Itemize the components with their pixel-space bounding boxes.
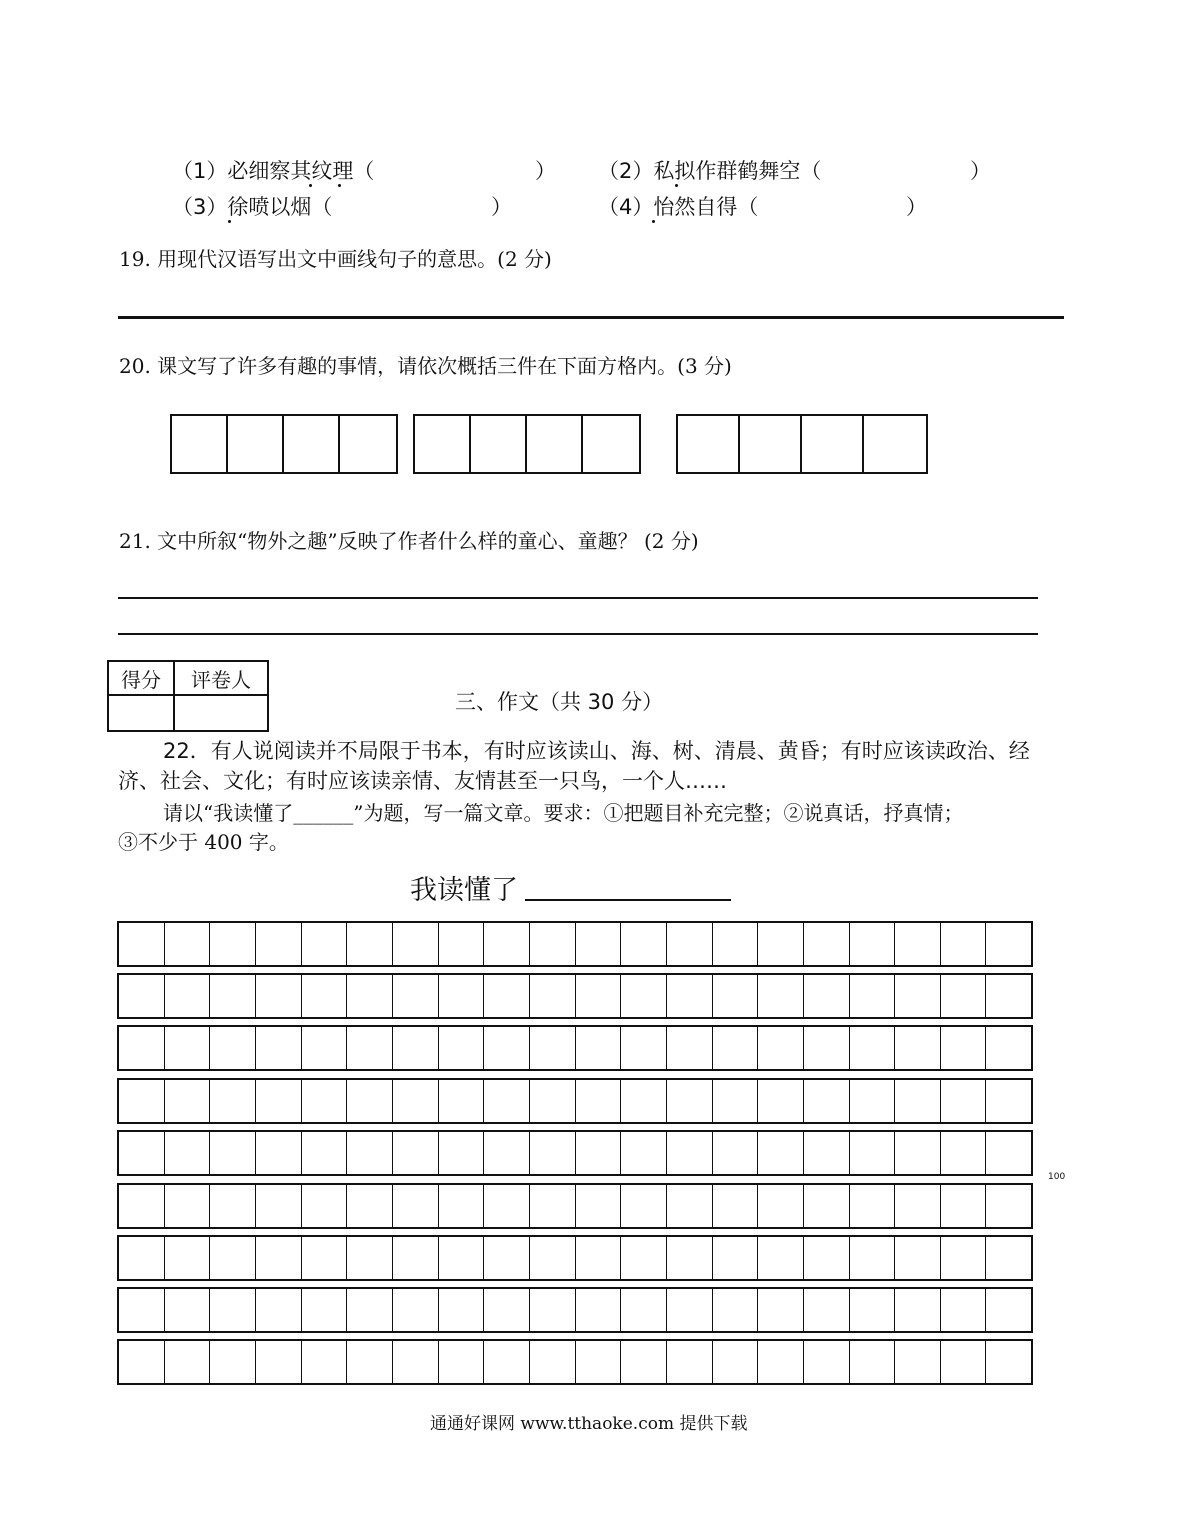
essay-grid-cell[interactable] xyxy=(941,975,987,1017)
q22-line-3: 请以“我读懂了______”为题，写一篇文章。要求：①把题目补充完整；②说真话，抒真情； xyxy=(163,801,964,825)
essay-grid-cell[interactable] xyxy=(667,1341,713,1383)
grid-count-label: 100 xyxy=(1048,1172,1066,1182)
essay-grid-cell[interactable] xyxy=(210,1237,256,1279)
q22-line-4: ③不少于 400 字。 xyxy=(118,830,289,854)
essay-grid-cell[interactable] xyxy=(210,1080,256,1122)
essay-grid-cell[interactable] xyxy=(895,975,941,1017)
essay-grid-cell[interactable] xyxy=(850,1027,896,1069)
essay-grid-cell[interactable] xyxy=(256,1185,302,1227)
essay-grid-cell[interactable] xyxy=(393,1237,439,1279)
essay-grid-cell[interactable] xyxy=(713,1185,759,1227)
essay-grid-cell[interactable] xyxy=(119,1027,165,1069)
essay-grid-cell[interactable] xyxy=(210,1341,256,1383)
essay-grid-cell[interactable] xyxy=(484,1027,530,1069)
essay-grid-cell[interactable] xyxy=(713,1237,759,1279)
score-table xyxy=(107,660,269,732)
essay-grid-cell[interactable] xyxy=(210,1289,256,1331)
essay-grid-cell[interactable] xyxy=(667,1080,713,1122)
essay-grid-cell[interactable] xyxy=(484,1080,530,1122)
essay-grid-cell[interactable] xyxy=(576,1027,622,1069)
essay-grid-cell[interactable] xyxy=(484,923,530,965)
essay-grid-cell[interactable] xyxy=(941,1080,987,1122)
q18-item-4 xyxy=(598,191,758,221)
emphasis-dot xyxy=(652,220,655,223)
essay-grid-cell[interactable] xyxy=(347,1027,393,1069)
essay-grid-cell[interactable] xyxy=(576,1132,622,1174)
q21-answer-line-1[interactable] xyxy=(118,597,1038,599)
essay-grid-cell[interactable] xyxy=(256,1132,302,1174)
essay-grid-cell[interactable] xyxy=(256,1289,302,1331)
essay-grid-cell[interactable] xyxy=(576,1080,622,1122)
essay-grid-cell[interactable] xyxy=(530,1341,576,1383)
essay-grid-cell[interactable] xyxy=(941,923,987,965)
essay-grid-cell[interactable] xyxy=(439,1080,485,1122)
essay-grid-cell[interactable] xyxy=(850,1237,896,1279)
essay-grid-cell[interactable] xyxy=(804,923,850,965)
essay-grid-cell[interactable] xyxy=(986,1185,1031,1227)
emphasis-dot xyxy=(675,184,678,187)
emphasis-dot xyxy=(338,184,341,187)
essay-grid-cell[interactable] xyxy=(347,1080,393,1122)
essay-grid-cell[interactable] xyxy=(576,975,622,1017)
essay-grid-cell[interactable] xyxy=(347,923,393,965)
q18-item-3-close: ） xyxy=(491,195,512,219)
essay-grid-cell[interactable] xyxy=(439,1341,485,1383)
essay-grid-cell[interactable] xyxy=(713,1289,759,1331)
essay-grid-cell[interactable] xyxy=(758,975,804,1017)
essay-grid-cell[interactable] xyxy=(667,1185,713,1227)
essay-grid-cell[interactable] xyxy=(713,1080,759,1122)
essay-grid-cell[interactable] xyxy=(850,1341,896,1383)
essay-grid-cell[interactable] xyxy=(302,1185,348,1227)
essay-grid-cell[interactable] xyxy=(256,975,302,1017)
essay-grid-cell[interactable] xyxy=(941,1289,987,1331)
essay-grid-cell[interactable] xyxy=(347,1132,393,1174)
essay-grid-cell[interactable] xyxy=(119,1080,165,1122)
essay-grid-cell[interactable] xyxy=(530,975,576,1017)
essay-grid-cell[interactable] xyxy=(347,975,393,1017)
essay-grid-cell[interactable] xyxy=(621,1185,667,1227)
essay-grid-row[interactable] xyxy=(117,973,1033,1019)
score-header: 得分 xyxy=(108,661,174,695)
essay-grid-cell[interactable] xyxy=(850,1289,896,1331)
essay-grid-cell[interactable] xyxy=(850,975,896,1017)
q18-item-3 xyxy=(172,191,332,221)
essay-grid-cell[interactable] xyxy=(850,1132,896,1174)
essay-grid-cell[interactable] xyxy=(256,1237,302,1279)
q21-question: 21. 文中所叙“物外之趣”反映了作者什么样的童心、童趣？ (2 分) xyxy=(119,529,699,553)
essay-grid-cell[interactable] xyxy=(439,975,485,1017)
essay-grid-row[interactable] xyxy=(117,1339,1033,1385)
essay-grid-cell[interactable] xyxy=(165,1132,211,1174)
essay-grid-cell[interactable] xyxy=(804,1289,850,1331)
essay-grid-cell[interactable] xyxy=(713,1027,759,1069)
essay-grid-row[interactable] xyxy=(117,1025,1033,1071)
essay-grid-cell[interactable] xyxy=(393,1027,439,1069)
essay-grid-row[interactable] xyxy=(117,1130,1033,1176)
essay-grid-cell[interactable] xyxy=(439,1132,485,1174)
essay-grid-cell[interactable] xyxy=(850,1185,896,1227)
essay-grid-cell[interactable] xyxy=(667,1289,713,1331)
essay-grid-cell[interactable] xyxy=(895,923,941,965)
essay-grid-cell[interactable] xyxy=(256,1027,302,1069)
essay-grid-cell[interactable] xyxy=(576,1289,622,1331)
essay-grid-cell[interactable] xyxy=(986,975,1031,1017)
essay-grid-cell[interactable] xyxy=(667,923,713,965)
essay-grid-cell[interactable] xyxy=(393,1185,439,1227)
grader-cell[interactable] xyxy=(174,695,268,731)
q18-item-3-label: （3）徐喷以烟（ xyxy=(172,195,333,219)
essay-grid-cell[interactable] xyxy=(210,1132,256,1174)
essay-grid-cell[interactable] xyxy=(667,975,713,1017)
q18-item-1 xyxy=(172,155,374,185)
essay-grid-cell[interactable] xyxy=(484,1237,530,1279)
essay-grid-row[interactable] xyxy=(117,1235,1033,1281)
essay-grid-cell[interactable] xyxy=(986,1080,1031,1122)
essay-grid-cell[interactable] xyxy=(941,1341,987,1383)
essay-grid-cell[interactable] xyxy=(119,1289,165,1331)
essay-grid-cell[interactable] xyxy=(713,923,759,965)
q18-item-2-label: （2）私拟作群鹤舞空（ xyxy=(598,159,822,183)
essay-grid-cell[interactable] xyxy=(758,1237,804,1279)
essay-grid-cell[interactable] xyxy=(530,1080,576,1122)
essay-grid-cell[interactable] xyxy=(804,1027,850,1069)
essay-grid-cell[interactable] xyxy=(621,975,667,1017)
essay-grid-cell[interactable] xyxy=(165,1185,211,1227)
emphasis-dot xyxy=(228,220,231,223)
essay-grid-cell[interactable] xyxy=(256,1341,302,1383)
essay-grid-cell[interactable] xyxy=(986,1132,1031,1174)
essay-grid-cell[interactable] xyxy=(941,1185,987,1227)
q18-item-4-label: （4）怡然自得（ xyxy=(598,195,759,219)
essay-grid-cell[interactable] xyxy=(256,923,302,965)
essay-grid-row[interactable] xyxy=(117,921,1033,967)
essay-grid-cell[interactable] xyxy=(119,1132,165,1174)
essay-grid-cell[interactable] xyxy=(439,1237,485,1279)
essay-grid-cell[interactable] xyxy=(439,1289,485,1331)
essay-grid-cell[interactable] xyxy=(165,975,211,1017)
q20-question: 20. 课文写了许多有趣的事情，请依次概括三件在下面方格内。(3 分) xyxy=(119,354,732,378)
essay-grid-cell[interactable] xyxy=(895,1132,941,1174)
essay-grid-cell[interactable] xyxy=(393,1341,439,1383)
essay-grid-cell[interactable] xyxy=(393,1289,439,1331)
q19-question: 19. 用现代汉语写出文中画线句子的意思。(2 分) xyxy=(119,247,552,271)
essay-grid-cell[interactable] xyxy=(165,1289,211,1331)
essay-grid-cell[interactable] xyxy=(804,1080,850,1122)
q18-item-1-label: （1）必细察其纹理（ xyxy=(172,159,375,183)
essay-grid-cell[interactable] xyxy=(484,1289,530,1331)
essay-grid-cell[interactable] xyxy=(713,1341,759,1383)
essay-grid-cell[interactable] xyxy=(895,1027,941,1069)
essay-grid-cell[interactable] xyxy=(210,923,256,965)
q18-item-2 xyxy=(598,155,821,185)
q18-item-2-close: ） xyxy=(970,159,991,183)
essay-grid-cell[interactable] xyxy=(986,1341,1031,1383)
essay-title: 我读懂了 xyxy=(410,875,518,906)
essay-grid-cell[interactable] xyxy=(713,975,759,1017)
essay-grid-cell[interactable] xyxy=(850,923,896,965)
essay-grid-cell[interactable] xyxy=(530,1027,576,1069)
essay-grid-cell[interactable] xyxy=(804,975,850,1017)
q19-answer-line[interactable] xyxy=(118,316,1064,319)
essay-grid-cell[interactable] xyxy=(804,1237,850,1279)
essay-grid-cell[interactable] xyxy=(895,1289,941,1331)
footer-credit: 通通好课网 www.tthaoke.com 提供下载 xyxy=(430,1414,748,1434)
essay-grid-cell[interactable] xyxy=(484,1132,530,1174)
essay-grid-cell[interactable] xyxy=(530,1237,576,1279)
essay-title-blank[interactable] xyxy=(525,899,731,901)
essay-grid-cell[interactable] xyxy=(621,1341,667,1383)
essay-grid-cell[interactable] xyxy=(986,1237,1031,1279)
essay-grid-cell[interactable] xyxy=(119,1341,165,1383)
grader-header: 评卷人 xyxy=(174,661,268,695)
essay-grid-cell[interactable] xyxy=(302,1237,348,1279)
essay-grid-cell[interactable] xyxy=(758,1132,804,1174)
q22-line-2: 济、社会、文化；有时应该读亲情、友情甚至一只鸟，一个人…… xyxy=(118,769,727,793)
q20-answer-boxes-1[interactable] xyxy=(170,414,398,474)
essay-grid-cell[interactable] xyxy=(621,1237,667,1279)
essay-grid-row[interactable] xyxy=(117,1287,1033,1333)
essay-grid-cell[interactable] xyxy=(941,1237,987,1279)
essay-grid-cell[interactable] xyxy=(302,975,348,1017)
essay-grid-cell[interactable] xyxy=(210,975,256,1017)
essay-grid-cell[interactable] xyxy=(119,923,165,965)
essay-grid-cell[interactable] xyxy=(667,1237,713,1279)
essay-grid-cell[interactable] xyxy=(439,1185,485,1227)
essay-grid-cell[interactable] xyxy=(393,975,439,1017)
essay-grid-cell[interactable] xyxy=(302,923,348,965)
essay-grid-cell[interactable] xyxy=(621,1289,667,1331)
essay-grid-cell[interactable] xyxy=(484,1185,530,1227)
essay-grid-cell[interactable] xyxy=(347,1289,393,1331)
emphasis-dot xyxy=(309,184,312,187)
essay-grid-cell[interactable] xyxy=(347,1341,393,1383)
essay-grid-cell[interactable] xyxy=(165,923,211,965)
essay-grid-cell[interactable] xyxy=(210,1185,256,1227)
essay-grid-cell[interactable] xyxy=(210,1027,256,1069)
essay-grid-cell[interactable] xyxy=(804,1132,850,1174)
essay-grid-cell[interactable] xyxy=(758,923,804,965)
essay-grid-cell[interactable] xyxy=(895,1080,941,1122)
essay-grid-cell[interactable] xyxy=(758,1080,804,1122)
q22-line-1: 22．有人说阅读并不局限于书本，有时应该读山、海、树、清晨、黄昏；有时应该读政治、经 xyxy=(163,739,1030,763)
essay-grid-cell[interactable] xyxy=(758,1027,804,1069)
essay-grid-cell[interactable] xyxy=(804,1341,850,1383)
essay-grid-cell[interactable] xyxy=(576,1341,622,1383)
essay-grid-cell[interactable] xyxy=(530,1185,576,1227)
essay-grid-cell[interactable] xyxy=(165,1080,211,1122)
essay-grid-cell[interactable] xyxy=(302,1341,348,1383)
essay-grid-cell[interactable] xyxy=(302,1080,348,1122)
essay-grid-row[interactable] xyxy=(117,1078,1033,1124)
q18-item-4-close: ） xyxy=(906,195,927,219)
section-title: 三、作文（共 30 分） xyxy=(455,690,664,714)
essay-grid-cell[interactable] xyxy=(576,923,622,965)
essay-grid-cell[interactable] xyxy=(576,1185,622,1227)
essay-grid-cell[interactable] xyxy=(941,1027,987,1069)
essay-grid-cell[interactable] xyxy=(986,1027,1031,1069)
score-cell[interactable] xyxy=(108,695,174,731)
essay-grid-cell[interactable] xyxy=(165,1341,211,1383)
essay-grid-cell[interactable] xyxy=(895,1237,941,1279)
essay-grid-cell[interactable] xyxy=(302,1289,348,1331)
essay-grid-cell[interactable] xyxy=(347,1185,393,1227)
essay-grid-cell[interactable] xyxy=(895,1341,941,1383)
q21-answer-line-2[interactable] xyxy=(118,633,1038,635)
essay-grid-cell[interactable] xyxy=(165,1237,211,1279)
essay-grid-cell[interactable] xyxy=(621,1027,667,1069)
essay-grid-row[interactable] xyxy=(117,1183,1033,1229)
essay-grid-cell[interactable] xyxy=(119,1185,165,1227)
essay-grid-cell[interactable] xyxy=(530,1289,576,1331)
essay-grid-cell[interactable] xyxy=(302,1132,348,1174)
essay-grid-cell[interactable] xyxy=(621,1132,667,1174)
essay-grid-cell[interactable] xyxy=(530,1132,576,1174)
essay-grid-cell[interactable] xyxy=(667,1132,713,1174)
essay-grid-cell[interactable] xyxy=(439,923,485,965)
essay-grid-cell[interactable] xyxy=(850,1080,896,1122)
essay-grid-cell[interactable] xyxy=(393,1132,439,1174)
essay-grid-cell[interactable] xyxy=(621,923,667,965)
essay-grid-cell[interactable] xyxy=(165,1027,211,1069)
essay-grid-cell[interactable] xyxy=(393,923,439,965)
essay-grid-cell[interactable] xyxy=(530,923,576,965)
essay-grid-cell[interactable] xyxy=(804,1185,850,1227)
essay-grid-cell[interactable] xyxy=(393,1080,439,1122)
essay-grid-cell[interactable] xyxy=(119,1237,165,1279)
essay-grid-cell[interactable] xyxy=(484,975,530,1017)
essay-grid-cell[interactable] xyxy=(302,1027,348,1069)
essay-grid-cell[interactable] xyxy=(941,1132,987,1174)
essay-grid-cell[interactable] xyxy=(758,1289,804,1331)
essay-grid-cell[interactable] xyxy=(439,1027,485,1069)
essay-grid-cell[interactable] xyxy=(895,1185,941,1227)
essay-grid-cell[interactable] xyxy=(758,1341,804,1383)
essay-grid-cell[interactable] xyxy=(119,975,165,1017)
essay-grid-cell[interactable] xyxy=(667,1027,713,1069)
essay-grid-cell[interactable] xyxy=(986,1289,1031,1331)
essay-grid-cell[interactable] xyxy=(576,1237,622,1279)
q20-answer-boxes-3[interactable] xyxy=(676,414,928,474)
essay-grid-cell[interactable] xyxy=(986,923,1031,965)
essay-grid-cell[interactable] xyxy=(256,1080,302,1122)
essay-grid-cell[interactable] xyxy=(484,1341,530,1383)
essay-grid-cell[interactable] xyxy=(621,1080,667,1122)
essay-grid-cell[interactable] xyxy=(713,1132,759,1174)
q20-answer-boxes-2[interactable] xyxy=(413,414,641,474)
q18-item-1-close: ） xyxy=(535,159,556,183)
essay-grid-cell[interactable] xyxy=(347,1237,393,1279)
essay-grid-cell[interactable] xyxy=(758,1185,804,1227)
